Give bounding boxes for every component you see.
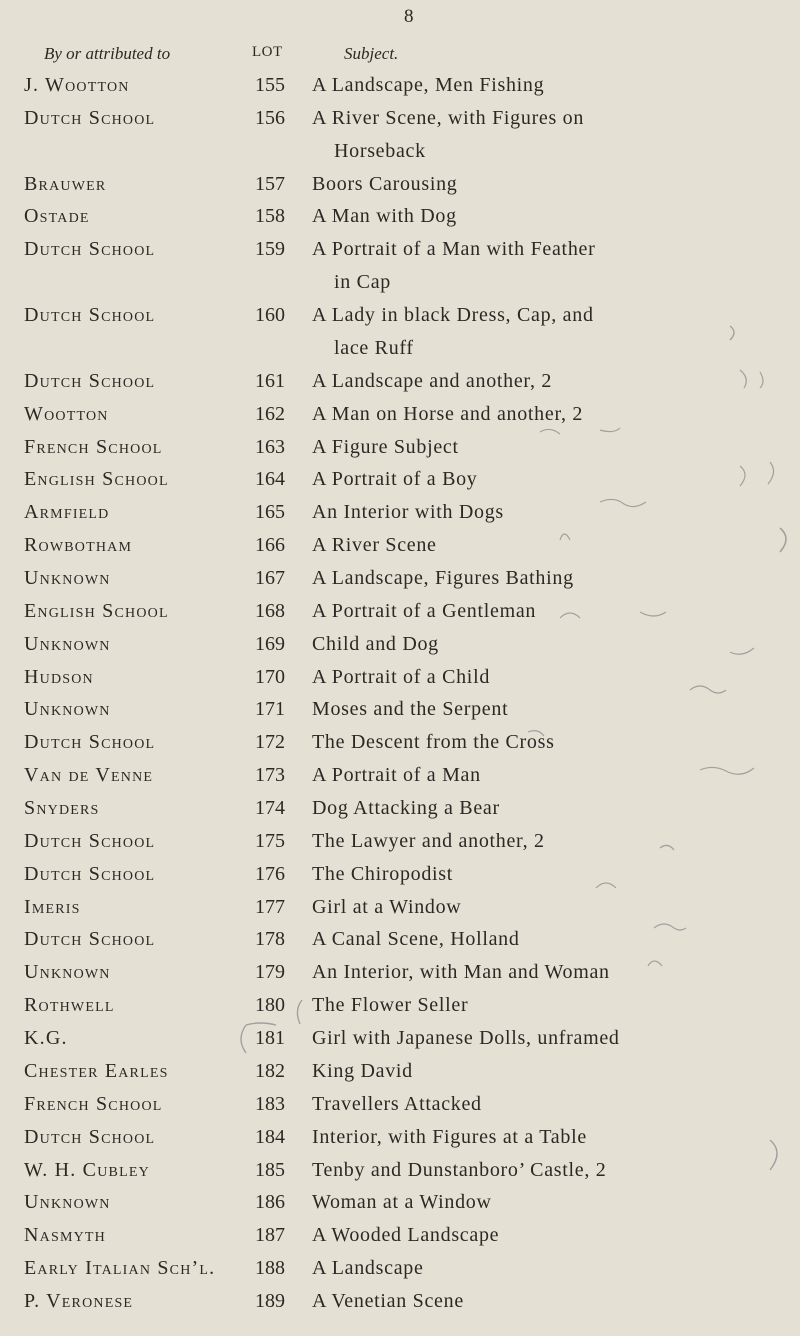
artist-name: Ostade: [24, 205, 90, 228]
lot-number: 177: [255, 895, 285, 918]
header-subject: Subject.: [344, 44, 399, 63]
subject-title: Dog Attacking a Bear: [312, 797, 500, 820]
lot-number: 184: [255, 1125, 285, 1148]
pencil-mark-175: [648, 961, 662, 966]
artist-name: Early Italian Sch’l.: [24, 1257, 216, 1280]
lot-number: 175: [255, 829, 285, 852]
subject-title: The Descent from the Cross: [312, 731, 555, 754]
subject-continuation: in Cap: [334, 271, 391, 294]
subject-title: Boors Carousing: [312, 172, 458, 195]
artist-name: Brauwer: [24, 172, 107, 195]
artist-name: Unknown: [24, 566, 111, 589]
subject-title: The Chiropodist: [312, 862, 454, 885]
lot-number: 171: [255, 698, 285, 721]
artist-name: Imeris: [24, 895, 81, 918]
artist-name: Van de Venne: [24, 764, 154, 787]
subject-title: The Flower Seller: [312, 994, 469, 1017]
artist-name: Nasmyth: [24, 1224, 106, 1247]
artist-name: W. H. Cubley: [24, 1158, 150, 1181]
lot-number: 186: [255, 1191, 285, 1214]
subject-title: A Landscape and another, 2: [312, 369, 553, 392]
lot-number: 176: [255, 862, 285, 885]
subject-title: Travellers Attacked: [312, 1092, 482, 1115]
lot-number: 187: [255, 1224, 285, 1247]
artist-name: Dutch School: [24, 862, 156, 885]
subject-title: Girl with Japanese Dolls, unframed: [312, 1027, 620, 1050]
lot-number: 185: [255, 1158, 285, 1181]
lot-number: 155: [255, 74, 285, 96]
artist-name: English School: [24, 468, 169, 491]
lot-number: 158: [255, 205, 285, 228]
lot-number: 160: [255, 304, 285, 327]
lot-number: 189: [255, 1290, 285, 1312]
pencil-mark-163: [600, 499, 646, 506]
artist-name: Rowbotham: [24, 534, 133, 557]
subject-title: A Figure Subject: [312, 435, 459, 458]
subject-title: A Landscape, Men Fishing: [312, 74, 545, 96]
artist-name: Chester Earles: [24, 1059, 169, 1082]
artist-name: Dutch School: [24, 304, 156, 327]
pencil-mark-162: [740, 462, 774, 486]
lot-number: 173: [255, 764, 285, 787]
subject-title: Tenby and Dunstanboro’ Castle, 2: [312, 1158, 607, 1181]
lot-number: 168: [255, 599, 285, 622]
subject-title: A Man with Dog: [312, 205, 457, 228]
lot-number: 178: [255, 928, 285, 951]
lot-number: 183: [255, 1092, 285, 1115]
artist-name: Unknown: [24, 1191, 111, 1214]
pencil-mark-164: [560, 534, 570, 540]
subject-continuation: lace Ruff: [334, 336, 414, 359]
page-number: 8: [404, 6, 414, 27]
subject-title: An Interior with Dogs: [312, 501, 504, 524]
pencil-mark-170: [700, 767, 754, 774]
subject-title: A Venetian Scene: [312, 1290, 464, 1312]
subject-title: The Lawyer and another, 2: [312, 829, 545, 852]
lot-number: 179: [255, 961, 285, 984]
lot-number: 162: [255, 402, 285, 425]
pencil-mark-161: [540, 428, 620, 434]
lot-number: 172: [255, 731, 285, 754]
subject-title: A Man on Horse and another, 2: [312, 402, 584, 425]
lot-number: 159: [255, 238, 285, 261]
subject-title: A Portrait of a Boy: [312, 468, 478, 491]
pencil-mark-166: [560, 612, 666, 618]
artist-name: Dutch School: [24, 369, 156, 392]
artist-name: Dutch School: [24, 106, 156, 129]
subject-title: Interior, with Figures at a Table: [312, 1125, 587, 1148]
pencil-mark-159: [730, 326, 734, 340]
lot-number: 180: [255, 994, 285, 1017]
artist-name: Dutch School: [24, 238, 156, 261]
subject-title: A Canal Scene, Holland: [312, 928, 520, 951]
lot-number: 163: [255, 435, 285, 458]
lot-number: 181: [255, 1027, 285, 1050]
pencil-mark-173: [596, 883, 616, 888]
subject-title: A Landscape, Figures Bathing: [312, 566, 574, 589]
artist-name: Armfield: [24, 501, 110, 524]
artist-name: P. Veronese: [24, 1290, 134, 1312]
lot-number: 157: [255, 172, 285, 195]
subject-title: Girl at a Window: [312, 895, 462, 918]
pencil-bracket-right-lower: [770, 1140, 777, 1170]
subject-title: A Portrait of a Man with Feather: [312, 238, 596, 261]
lot-number: 188: [255, 1257, 285, 1280]
lot-number: 165: [255, 501, 285, 524]
artist-name: K.G.: [24, 1027, 68, 1050]
subject-title: A Landscape: [312, 1257, 424, 1280]
artist-name: Hudson: [24, 665, 94, 688]
pencil-mark-167: [730, 648, 754, 654]
header-lot: LOT: [252, 44, 283, 60]
artist-name: French School: [24, 1092, 163, 1115]
subject-title: A River Scene: [312, 534, 437, 557]
lot-number: 166: [255, 534, 285, 557]
subject-title: An Interior, with Man and Woman: [312, 961, 610, 984]
artist-name: Wootton: [24, 402, 109, 425]
header-artist: By or attributed to: [44, 44, 171, 63]
pencil-mark-174: [297, 1000, 302, 1024]
subject-continuation: Horseback: [334, 139, 426, 162]
pencil-mark-174b: [654, 924, 686, 930]
subject-title: A Portrait of a Gentleman: [312, 599, 537, 622]
pencil-mark-172: [660, 845, 674, 850]
lot-number: 182: [255, 1059, 285, 1082]
artist-name: Dutch School: [24, 928, 156, 951]
artist-name: J. Wootton: [24, 74, 130, 96]
lot-number: 170: [255, 665, 285, 688]
subject-title: A Wooded Landscape: [312, 1224, 500, 1247]
lot-number: 156: [255, 106, 285, 129]
lot-number: 169: [255, 632, 285, 655]
artist-name: Unknown: [24, 698, 111, 721]
subject-title: A Portrait of a Child: [312, 665, 491, 688]
artist-name: Unknown: [24, 961, 111, 984]
subject-title: A Portrait of a Man: [312, 764, 481, 787]
subject-title: King David: [312, 1059, 413, 1082]
lot-number: 174: [255, 797, 285, 820]
subject-title: Moses and the Serpent: [312, 698, 509, 721]
lot-number: 161: [255, 369, 285, 392]
artist-name: English School: [24, 599, 169, 622]
subject-title: Woman at a Window: [312, 1191, 492, 1214]
lot-number: 164: [255, 468, 285, 491]
artist-name: French School: [24, 435, 163, 458]
artist-name: Dutch School: [24, 829, 156, 852]
artist-name: Dutch School: [24, 1125, 156, 1148]
artist-name: Snyders: [24, 797, 100, 820]
subject-title: A River Scene, with Figures on: [312, 106, 585, 129]
pencil-mark-168: [690, 686, 726, 693]
artist-name: Rothwell: [24, 994, 115, 1017]
lot-number: 167: [255, 566, 285, 589]
subject-title: Child and Dog: [312, 632, 439, 655]
artist-name: Dutch School: [24, 731, 156, 754]
pencil-mark-160: [740, 370, 763, 388]
subject-title: A Lady in black Dress, Cap, and: [312, 304, 594, 327]
artist-name: Unknown: [24, 632, 111, 655]
pencil-bracket-right: [780, 528, 786, 552]
